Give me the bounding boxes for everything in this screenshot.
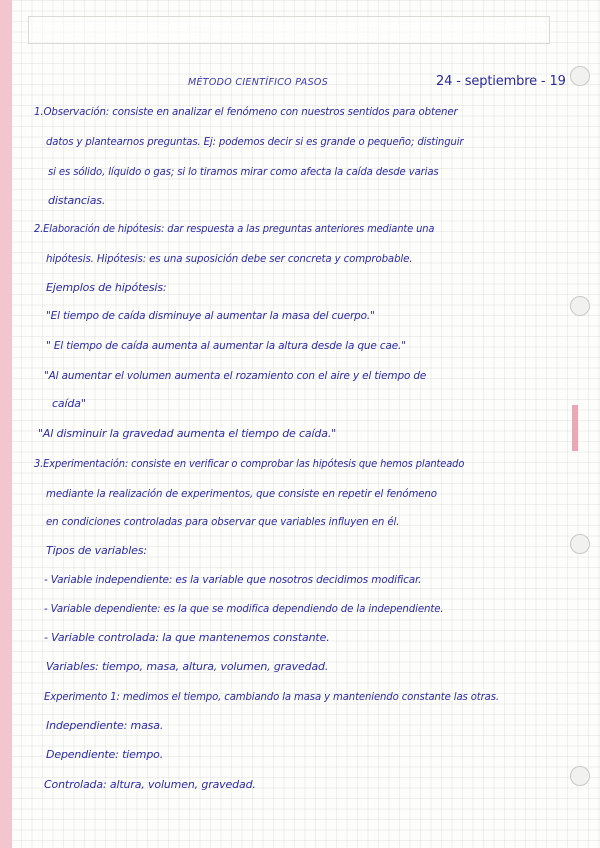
note-line: caída"	[52, 397, 86, 410]
note-line: en condiciones controladas para observar que variables influyen en él.	[46, 515, 400, 528]
page-date: 24 - septiembre - 19	[436, 74, 566, 89]
note-line: datos y plantearnos preguntas. Ej: podemos decir si es grande o pequeño; distinguir	[46, 135, 464, 148]
note-line: mediante la realización de experimentos, que consiste en repetir el fenómeno	[46, 487, 437, 500]
note-line: Tipos de variables:	[46, 544, 147, 557]
pink-margin-strip	[0, 0, 12, 848]
note-line: 2.Elaboración de hipótesis: dar respuesta a las preguntas anteriores mediante una	[34, 222, 435, 235]
note-line: " El tiempo de caída aumenta al aumentar la altura desde la que cae."	[46, 339, 406, 352]
note-line: Ejemplos de hipótesis:	[46, 281, 167, 294]
note-line: "Al aumentar el volumen aumenta el rozamiento con el aire y el tiempo de	[44, 369, 427, 382]
note-line: hipótesis. Hipótesis: es una suposición debe ser concreta y comprobable.	[46, 252, 413, 265]
note-line: - Variable dependiente: es la que se modifica dependiendo de la independiente.	[44, 602, 444, 615]
binder-hole	[570, 296, 590, 316]
index-marker	[572, 405, 578, 451]
note-line: "Al disminuir la gravedad aumenta el tiempo de caída."	[38, 427, 337, 440]
note-line: Experimento 1: medimos el tiempo, cambiando la masa y manteniendo constante las otras.	[44, 690, 499, 703]
binder-hole	[570, 66, 590, 86]
note-line: "El tiempo de caída disminuye al aumentar la masa del cuerpo."	[46, 309, 375, 322]
note-line: Controlada: altura, volumen, gravedad.	[44, 778, 256, 791]
page-title: MÉTODO CIENTÍFICO PASOS	[188, 77, 329, 88]
note-line: 1.Observación: consiste en analizar el fenómeno con nuestros sentidos para obtener	[34, 105, 458, 118]
binder-hole	[570, 766, 590, 786]
note-line: Variables: tiempo, masa, altura, volumen, gravedad.	[46, 660, 329, 673]
note-line: 3.Experimentación: consiste en verificar o comprobar las hipótesis que hemos planteado	[34, 457, 465, 470]
note-line: distancias.	[48, 194, 106, 207]
note-line: - Variable controlada: la que mantenemos constante.	[44, 631, 330, 644]
note-line: Dependiente: tiempo.	[46, 748, 164, 761]
binder-hole	[570, 534, 590, 554]
note-line: Independiente: masa.	[46, 719, 164, 732]
header-band	[28, 16, 550, 44]
note-line: si es sólido, líquido o gas; si lo tiramos mirar como afecta la caída desde varias	[48, 165, 439, 178]
note-line: - Variable independiente: es la variable que nosotros decidimos modificar.	[44, 573, 422, 586]
